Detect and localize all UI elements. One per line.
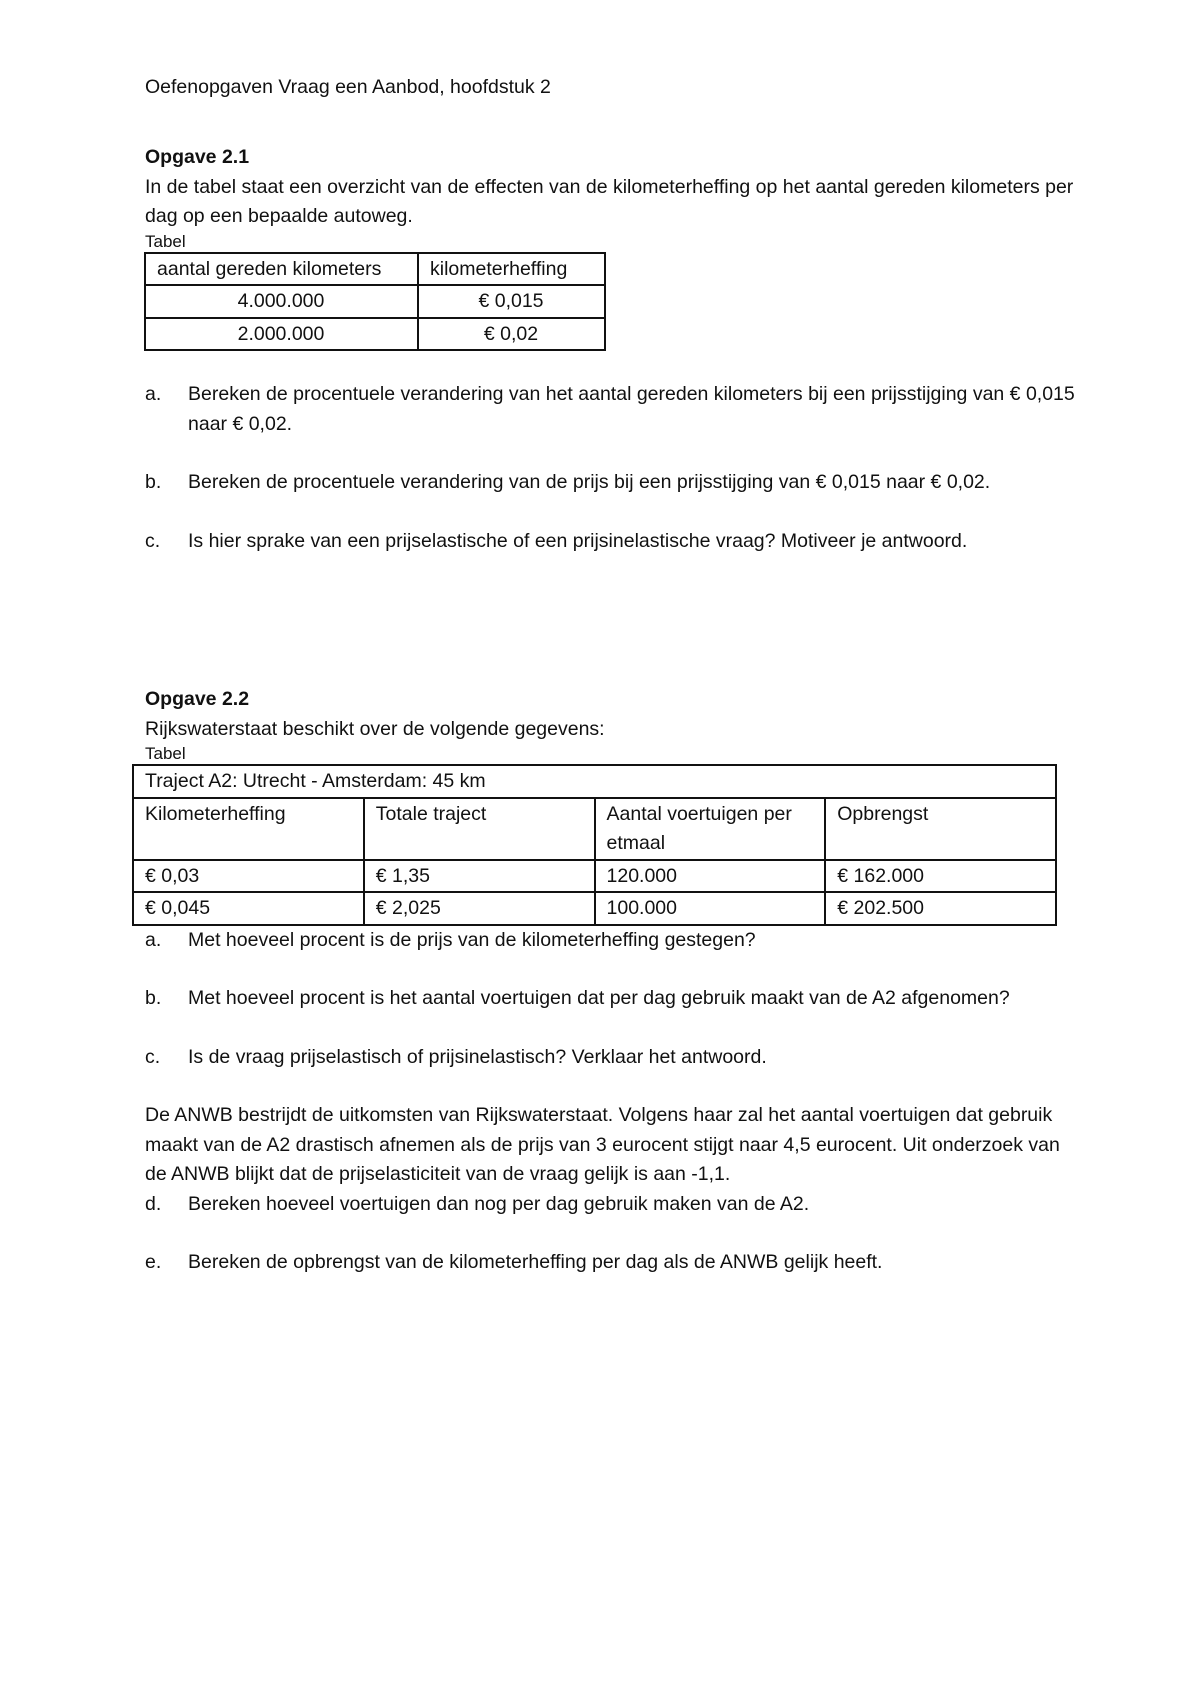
exercise-intro: In de tabel staat een overzicht van de effecten van de kilometerheffing op het aantal gereden kilometers per dag op een bepaalde autoweg. <box>145 175 1074 227</box>
table-cell: € 0,03 <box>133 860 364 893</box>
table-title-row <box>133 765 1056 798</box>
question-text: Bereken de procentuele verandering van het aantal gereden kilometers bij een prijsstijging van € 0,015 naar € 0,02. <box>188 383 1075 435</box>
exercise-2-1 <box>145 143 1085 556</box>
question-item <box>145 984 1085 1014</box>
anwb-paragraph: De ANWB bestrijdt de uitkomsten van Rijkswaterstaat. Volgens haar zal het aantal voertuigen dat gebruik maakt van de A2 drastisch afnemen als de prijs van 3 eurocent stijgt naar 4,5 eurocent. Uit onderzoek van de ANWB blijkt dat de prijselasticiteit van de vraag gelijk is aan -1,1. <box>145 1104 1060 1185</box>
question-item <box>145 468 1085 498</box>
table-row <box>133 860 1056 893</box>
km-heffing-table <box>144 252 606 352</box>
question-label: c. <box>145 529 161 552</box>
question-list <box>145 926 1085 1073</box>
question-label: b. <box>145 987 162 1009</box>
table-cell: 120.000 <box>595 860 826 893</box>
table-header-row <box>133 798 1056 860</box>
table-header-row <box>145 253 605 286</box>
table-cell: € 202.500 <box>825 892 1056 925</box>
question-list <box>145 380 1085 556</box>
table-row <box>145 285 605 318</box>
table-cell: € 162.000 <box>825 860 1056 893</box>
question-label: e. <box>145 1251 162 1273</box>
table-header-cell: Totale traject <box>364 798 595 860</box>
table-header-cell: Aantal voertuigen per etmaal <box>595 798 826 860</box>
table-row <box>133 892 1056 925</box>
table-cell: € 1,35 <box>364 860 595 893</box>
question-label: b. <box>145 471 162 493</box>
question-text: Is de vraag prijselastisch of prijsinelastisch? Verklaar het antwoord. <box>188 1045 767 1068</box>
table-cell: 100.000 <box>595 892 826 925</box>
question-item <box>145 1248 1085 1278</box>
table-cell: € 0,015 <box>418 285 605 318</box>
exercise-intro: Rijkswaterstaat beschikt over de volgende gegevens: <box>145 717 605 740</box>
table-cell: € 0,02 <box>418 318 605 351</box>
exercise-heading: Opgave 2.1 <box>145 146 250 168</box>
question-label: d. <box>145 1192 162 1215</box>
table-cell: 4.000.000 <box>145 285 418 318</box>
question-label: a. <box>145 383 162 405</box>
table-cell: € 0,045 <box>133 892 364 925</box>
question-item <box>145 926 1085 956</box>
table-row <box>145 318 605 351</box>
table-header-cell: aantal gereden kilometers <box>145 253 418 286</box>
table-cell: 2.000.000 <box>145 318 418 351</box>
question-text: Met hoeveel procent is de prijs van de kilometerheffing gestegen? <box>188 928 756 951</box>
question-text: Is hier sprake van een prijselastische of een prijsinelastische vraag? Motiveer je antwoord. <box>188 529 968 552</box>
table-cell: € 2,025 <box>364 892 595 925</box>
question-label: c. <box>145 1045 161 1068</box>
question-text: Met hoeveel procent is het aantal voertuigen dat per dag gebruik maakt van de A2 afgenomen? <box>188 987 1010 1009</box>
question-text: Bereken de procentuele verandering van de prijs bij een prijsstijging van € 0,015 naar € 0,02. <box>188 471 991 493</box>
traject-table <box>132 764 1057 926</box>
table-header-cell: kilometerheffing <box>418 253 605 286</box>
question-item <box>145 527 1085 557</box>
question-text: Bereken de opbrengst van de kilometerheffing per dag als de ANWB gelijk heeft. <box>188 1251 883 1273</box>
document-title: Oefenopgaven Vraag een Aanbod, hoofdstuk 2 <box>145 76 551 98</box>
question-list <box>145 1190 1085 1278</box>
exercise-heading: Opgave 2.2 <box>145 688 250 710</box>
question-item <box>145 1043 1085 1073</box>
table-title-cell: Traject A2: Utrecht - Amsterdam: 45 km <box>133 765 1056 798</box>
question-item <box>145 1190 1085 1220</box>
question-item <box>145 380 1085 439</box>
question-text: Bereken hoeveel voertuigen dan nog per dag gebruik maken van de A2. <box>188 1192 810 1215</box>
table-header-cell: Opbrengst <box>825 798 1056 860</box>
table-caption: Tabel <box>145 231 186 251</box>
table-caption: Tabel <box>145 744 186 763</box>
question-label: a. <box>145 928 162 951</box>
exercise-2-2 <box>145 685 1085 1278</box>
table-header-cell: Kilometerheffing <box>133 798 364 860</box>
